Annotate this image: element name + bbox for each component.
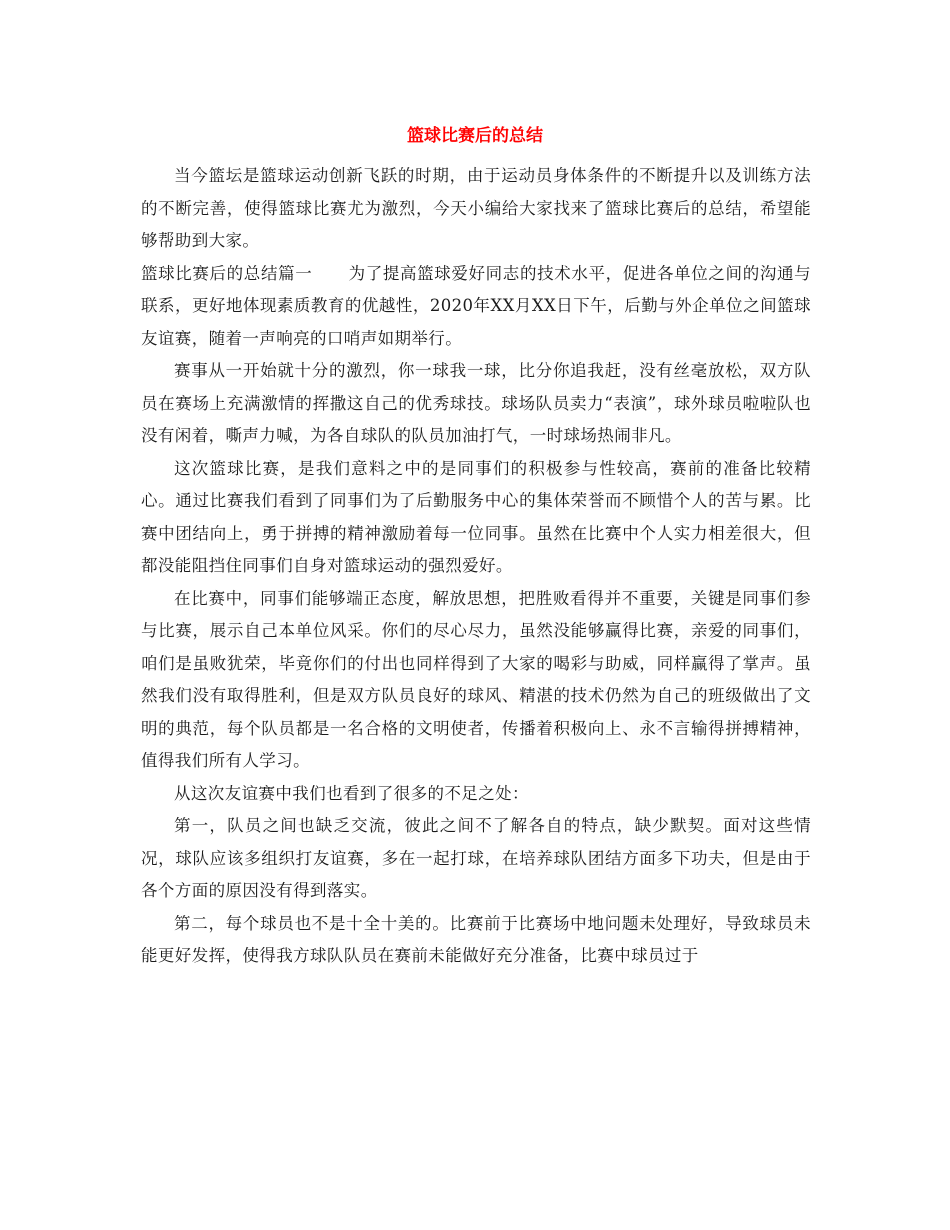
- paragraph-attitude: 在比赛中，同事们能够端正态度，解放思想，把胜败看得并不重要，关键是同事们参与比赛，展示自己本单位风采。你们的尽心尽力，虽然没能够赢得比赛，亲爱的同事们，咱们是虽败犹荣，毕竟你们的付出也同样得到了大家的喝彩与助威，同样赢得了掌声。虽然我们没有取得胜利，但是双方队员良好的球风、精湛的技术仍然为自己的班级做出了文明的典范，每个队员都是一名合格的文明使者，传播着积极向上、永不言输得拼搏精神，值得我们所有人学习。: [141, 588, 811, 770]
- intro-paragraph: 当今篮坛是篮球运动创新飞跃的时期，由于运动员身体条件的不断提升以及训练方法的不断完善，使得篮球比赛尤为激烈，今天小编给大家找来了篮球比赛后的总结，希望能够帮助到大家。: [141, 166, 811, 250]
- section-one-text: 为了提高篮球爱好同志的技术水平，促进各单位之间的沟通与联系，更好地体现素质教育的优越性，2020年XX月XX日下午，后勤与外企单位之间篮球友谊赛，随着一声响亮的口哨声如期举行。: [141, 263, 811, 348]
- document-title: 篮球比赛后的总结: [407, 126, 543, 146]
- paragraph-participation: 这次篮球比赛，是我们意料之中的是同事们的积极参与性较高，赛前的准备比较精心。通过比赛我们看到了同事们为了后勤服务中心的集体荣誉而不顾惜个人的苦与累。比赛中团结向上，勇于拼搏的精神激励着每一位同事。虽然在比赛中个人实力相差很大，但都没能阻挡住同事们自身对篮球运动的强烈爱好。: [141, 458, 811, 575]
- paragraph-match-intensity: 赛事从一开始就十分的激烈，你一球我一球，比分你追我赶，没有丝毫放松，双方队员在赛场上充满激情的挥撒这自己的优秀球技。球场队员卖力“表演”，球外球员啦啦队也没有闲着，嘶声力喊，为各自球队的队员加油打气，一时球场热闹非凡。: [141, 361, 811, 445]
- paragraph-shortcomings-intro: 从这次友谊赛中我们也看到了很多的不足之处：: [174, 783, 529, 803]
- paragraph-point-one: 第一，队员之间也缺乏交流，彼此之间不了解各自的特点，缺少默契。面对这些情况，球队应该多组织打友谊赛，多在一起打球，在培养球队团结方面多下功夫，但是由于各个方面的原因没有得到落实。: [141, 816, 811, 900]
- section-heading: 篮球比赛后的总结篇一: [141, 263, 313, 283]
- document-body: [141, 160, 811, 973]
- paragraph-point-two: 第二，每个球员也不是十全十美的。比赛前于比赛场中地问题未处理好，导致球员未能更好发挥，使得我方球队队员在赛前未能做好充分准备，比赛中球员过于: [141, 913, 811, 965]
- section-one-paragraph: [141, 258, 811, 356]
